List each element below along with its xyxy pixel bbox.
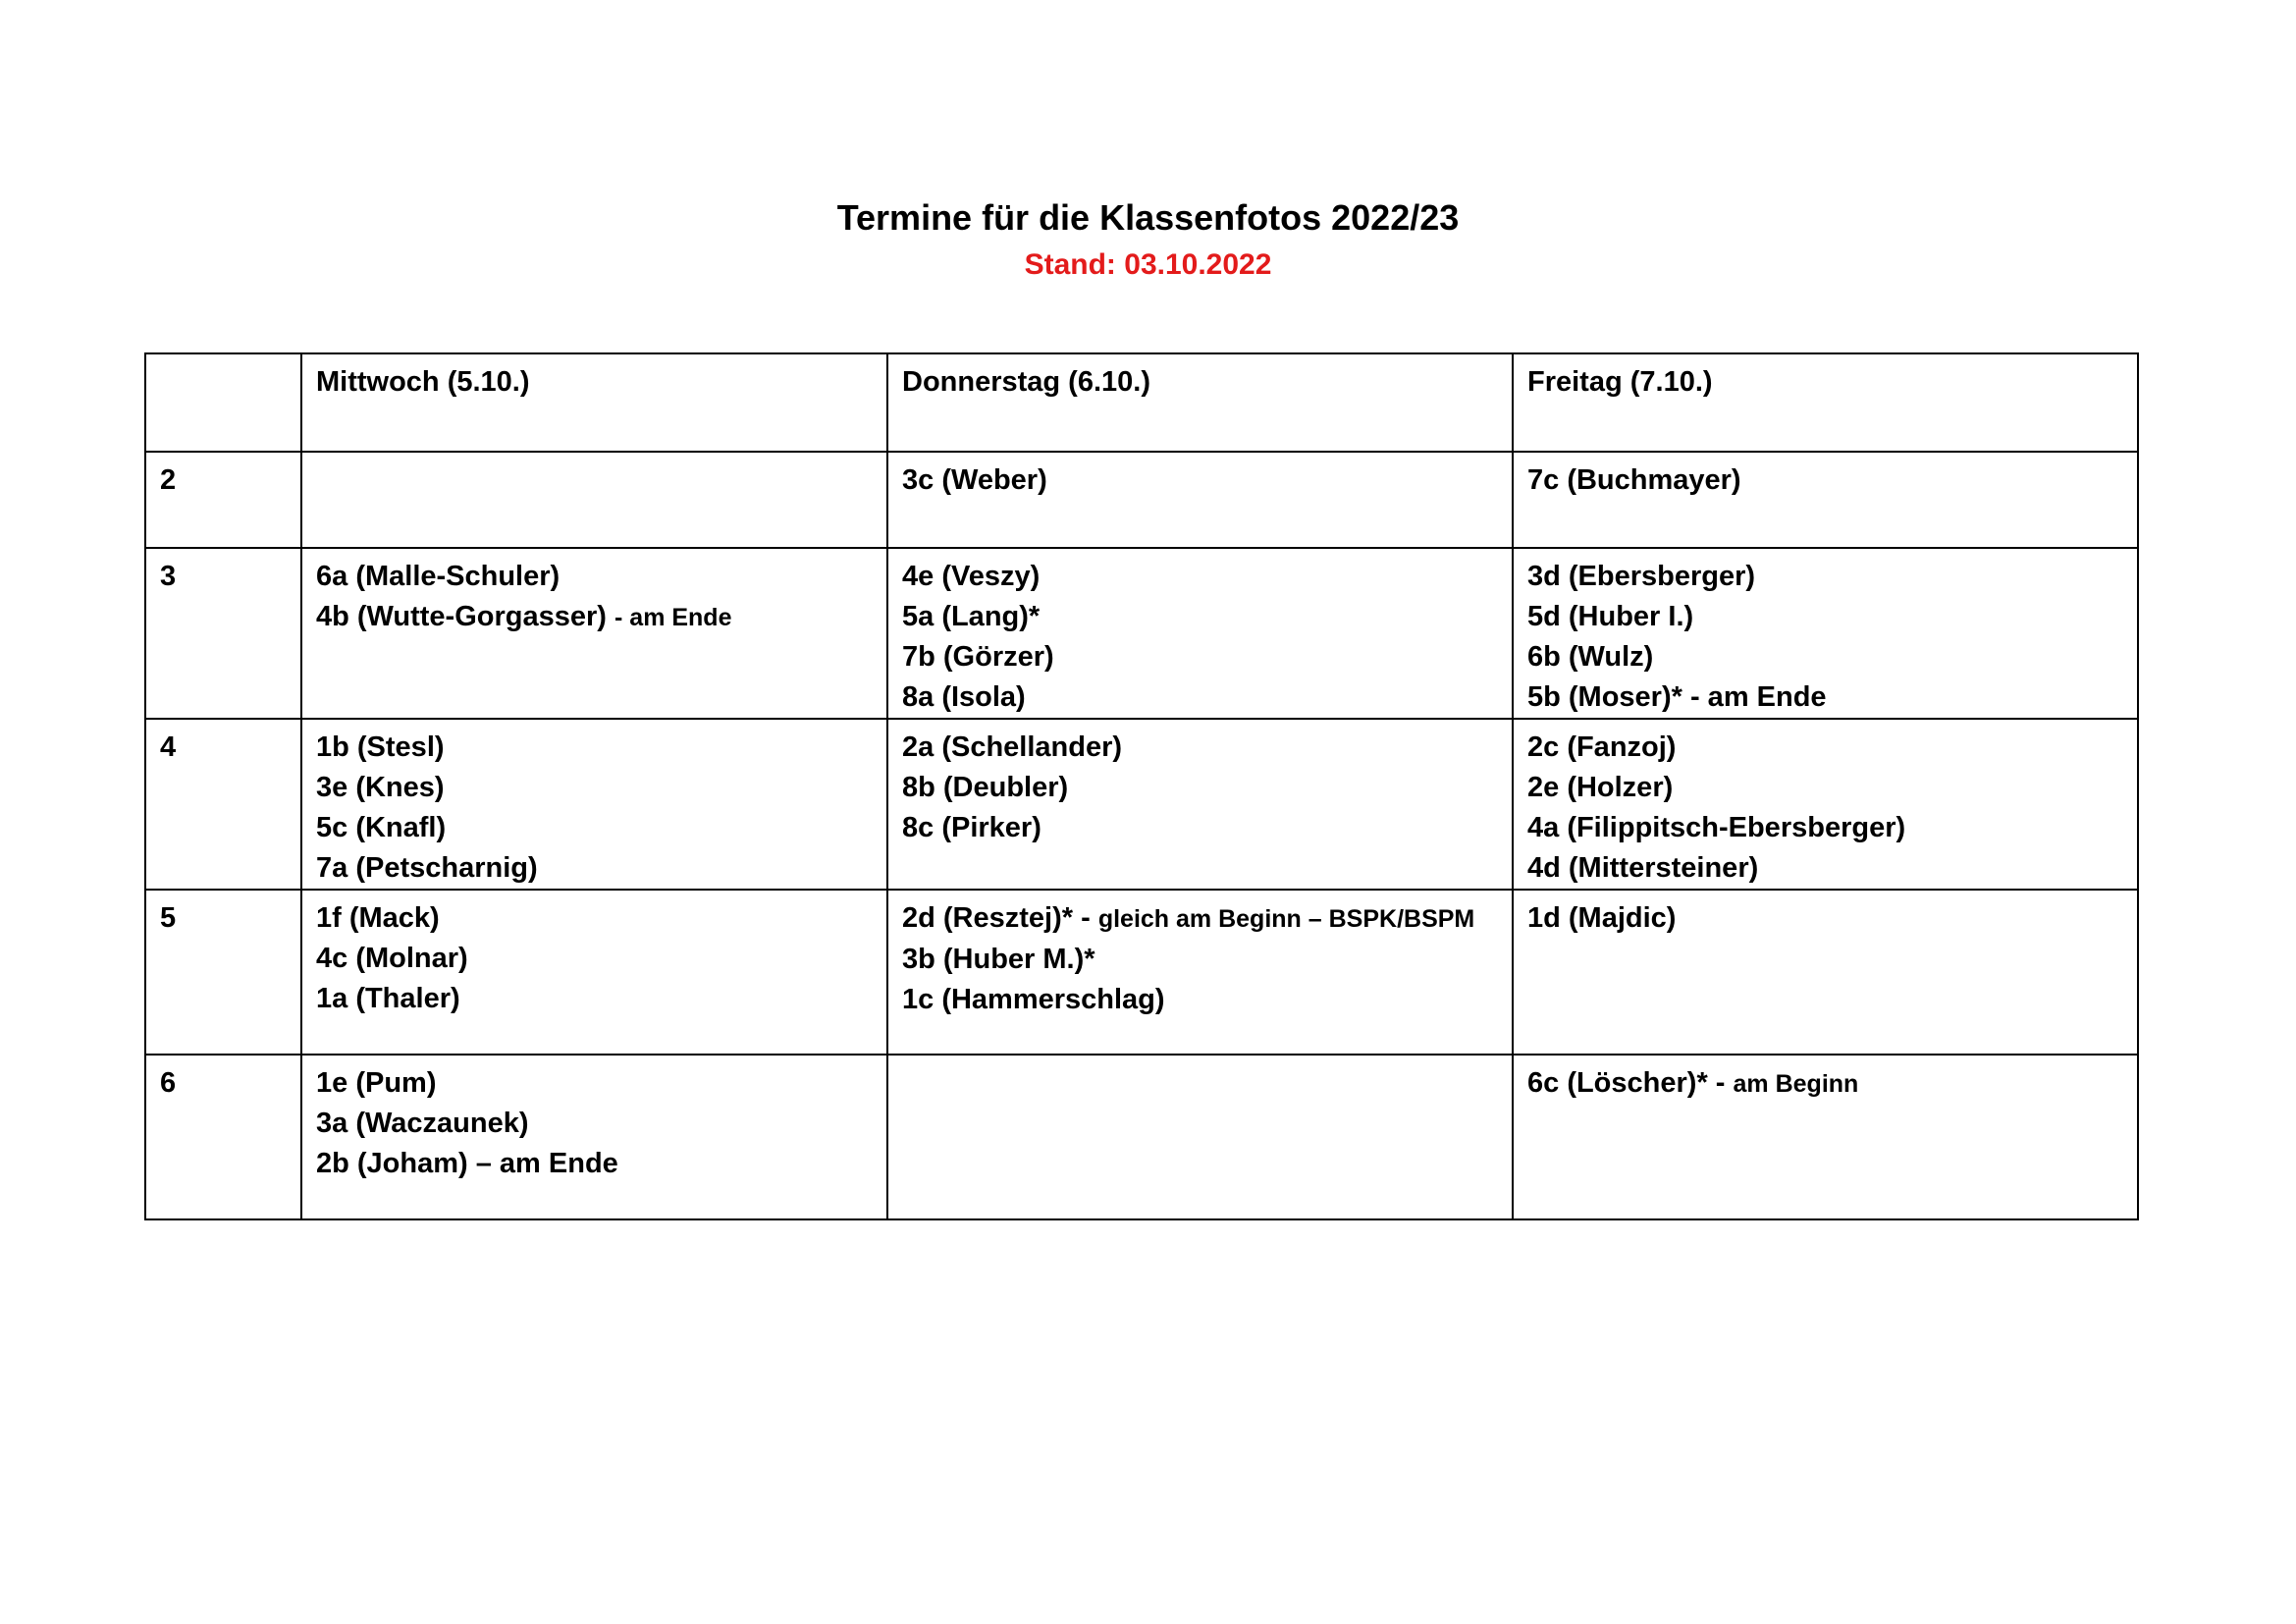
header-day-donnerstag: Donnerstag (6.10.) [887, 353, 1513, 452]
class-entry: 6b (Wulz) [1527, 641, 1654, 673]
class-entry: 2c (Fanzoj) [1527, 731, 1677, 763]
table-row [145, 452, 2138, 548]
table-row [145, 719, 2138, 890]
slot-label: 3 [145, 548, 301, 719]
class-entry: 6a (Malle-Schuler) [316, 561, 561, 592]
class-entry: 3a (Waczaunek) [316, 1108, 529, 1139]
table-row [145, 1055, 2138, 1219]
class-entry: 1f (Mack) [316, 902, 440, 934]
slot-label: 6 [145, 1055, 301, 1219]
class-entry: 8b (Deubler) [902, 772, 1069, 803]
page-title: Termine für die Klassenfotos 2022/23 [836, 197, 1460, 238]
class-entry: 4e (Veszy) [902, 561, 1041, 592]
entry-note: gleich am Beginn – BSPK/BSPM [1097, 905, 1475, 933]
header-day-freitag: Freitag (7.10.) [1513, 353, 2138, 452]
class-entry: 8c (Pirker) [902, 812, 1041, 843]
cell-freitag [1513, 890, 2138, 1055]
class-entry: 3c (Weber) [902, 464, 1047, 496]
header-row [145, 353, 2138, 452]
entry-note: - am Ende [614, 604, 732, 631]
class-entry: 5b (Moser)* - am Ende [1527, 681, 1827, 713]
class-entry: 3b (Huber M.)* [902, 944, 1095, 975]
cell-mittwoch [301, 890, 887, 1055]
class-entry: 4b (Wutte-Gorgasser) - am Ende [316, 601, 732, 632]
cell-mittwoch [301, 719, 887, 890]
cell-freitag [1513, 719, 2138, 890]
class-entry: 4d (Mittersteiner) [1527, 852, 1759, 884]
cell-donnerstag [887, 452, 1513, 548]
class-entry: 3d (Ebersberger) [1527, 561, 1756, 592]
schedule-table [144, 352, 2139, 1220]
class-entry: 2a (Schellander) [902, 731, 1123, 763]
cell-mittwoch [301, 1055, 887, 1219]
class-entry: 2d (Resztej)* - gleich am Beginn – BSPK/BSPM [902, 902, 1475, 934]
class-entry: 2b (Joham) – am Ende [316, 1148, 618, 1179]
cell-freitag [1513, 452, 2138, 548]
class-entry: 8a (Isola) [902, 681, 1026, 713]
slot-label: 2 [145, 452, 301, 548]
class-entry: 1e (Pum) [316, 1067, 437, 1099]
slot-label: 4 [145, 719, 301, 890]
class-entry: 6c (Löscher)* - am Beginn [1527, 1067, 1859, 1099]
class-entry: 7b (Görzer) [902, 641, 1054, 673]
class-entry: 3e (Knes) [316, 772, 445, 803]
class-entry: 1b (Stesl) [316, 731, 445, 763]
header-slot-cell [145, 353, 301, 452]
status-date: Stand: 03.10.2022 [1024, 248, 1272, 281]
cell-donnerstag [887, 1055, 1513, 1219]
class-entry: 7a (Petscharnig) [316, 852, 538, 884]
class-entry: 1a (Thaler) [316, 983, 460, 1014]
cell-freitag [1513, 1055, 2138, 1219]
cell-donnerstag [887, 890, 1513, 1055]
class-entry: 5a (Lang)* [902, 601, 1041, 632]
header-day-mittwoch: Mittwoch (5.10.) [301, 353, 887, 452]
class-entry: 1c (Hammerschlag) [902, 984, 1165, 1015]
class-entry: 4c (Molnar) [316, 943, 468, 974]
cell-mittwoch [301, 452, 887, 548]
class-entry: 4a (Filippitsch-Ebersberger) [1527, 812, 1906, 843]
slot-label: 5 [145, 890, 301, 1055]
table-row [145, 890, 2138, 1055]
class-entry: 5d (Huber I.) [1527, 601, 1694, 632]
class-entry: 7c (Buchmayer) [1527, 464, 1741, 496]
cell-freitag [1513, 548, 2138, 719]
cell-donnerstag [887, 548, 1513, 719]
class-entry: 2e (Holzer) [1527, 772, 1674, 803]
class-entry: 5c (Knafl) [316, 812, 447, 843]
cell-donnerstag [887, 719, 1513, 890]
table-row [145, 548, 2138, 719]
entry-note: am Beginn [1733, 1070, 1859, 1098]
cell-mittwoch [301, 548, 887, 719]
class-entry: 1d (Majdic) [1527, 902, 1677, 934]
